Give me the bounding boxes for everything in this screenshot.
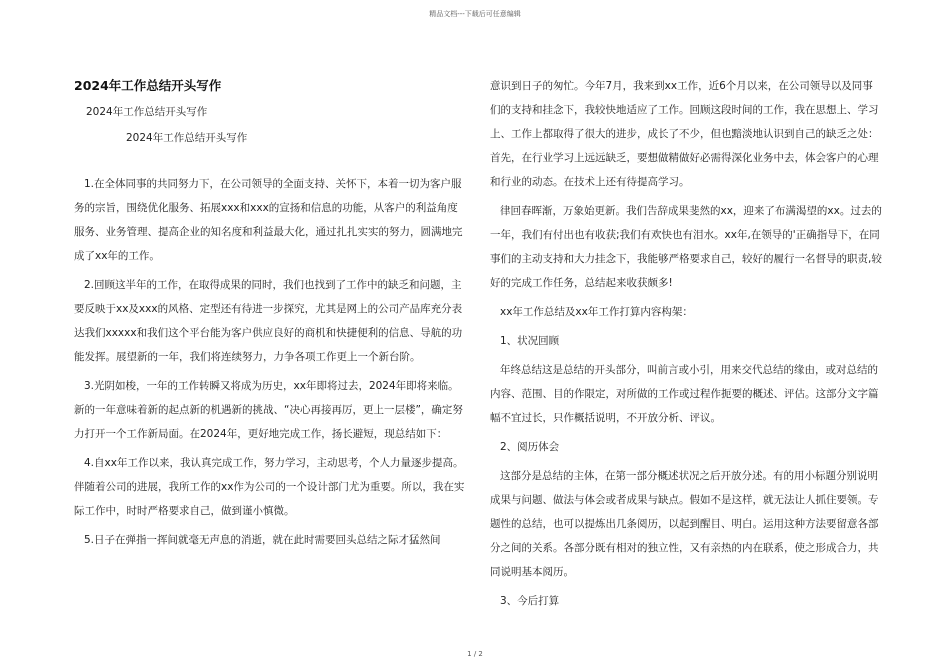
section-heading-1: 1、状况回顾	[500, 335, 560, 347]
right-paragraph-1: 意识到日子的匆忙。今年7月，我来到xx工作，近6个月以来，在公司领导以及同事们的支持和挂念下，我较快地适应了工作。回顾这段时间的工作，我在思想上、学习上、工作上都取得了很大的进步，成长了不少，但也黯淡地认识到自己的缺乏之处：首先，在行业学习上远远缺乏，要想做精做好必需得深化业务中去，体会客户的心理和行业的动态。在技术上还有待提高学习。	[490, 80, 879, 188]
right-paragraph-3: 年终总结这是总结的开头部分，叫前言或小引，用来交代总结的缘由，或对总结的内容、范围、目的作限定，对所做的工作或过程作扼要的概述、评估。这部分文字篇幅不宜过长，只作概括说明，不开放分析、评议。	[490, 364, 879, 424]
header-note: 精品文档---下载后可任意编辑	[429, 10, 521, 18]
paragraph-2: 2.回顾这半年的工作，在取得成果的同时，我们也找到了工作中的缺乏和问题，主要反映于xx及xxx的风格、定型还有待进一步探究，尤其是网上的公司产品库充分表达我们xxxxx和我们这个平台能为客户供应良好的商机和快捷便利的信息、导航的功能发挥。展望新的一年，我们将连续努力，力争各项工作更上一个新台阶。	[74, 279, 463, 363]
section-heading-2: 2、阅历体会	[500, 441, 560, 453]
paragraph-1: 1.在全体同事的共同努力下，在公司领导的全面支持、关怀下，本着一切为客户服务的宗旨，围绕优化服务、拓展xxx和xxx的宣扬和信息的功能，从客户的利益角度服务、业务管理、提高企业的知名度和利益最大化，通过扎扎实实的努力，圆满地完成了xx年的工作。	[74, 178, 463, 262]
paragraph-5: 5.日子在弹指一挥间就毫无声息的消逝，就在此时需要回头总结之际才猛然间	[84, 534, 441, 546]
right-column	[490, 74, 882, 618]
section-heading-3: 3、今后打算	[500, 595, 560, 607]
left-column	[74, 74, 466, 557]
document-title: 2024年工作总结开头写作	[74, 78, 222, 93]
subtitle-2: 2024年工作总结开头写作	[126, 132, 248, 144]
right-paragraph-4: 这部分是总结的主体，在第一部分概述状况之后开放分述。有的用小标题分别说明成果与问题、做法与体会或者成果与缺点。假如不是这样，就无法让人抓住要领。专题性的总结，也可以提炼出几条阅历，以起到醒目、明白。运用这种方法要留意各部分之间的关系。各部分既有相对的独立性，又有亲热的内在联系，使之形成合力，共同说明基本阅历。	[490, 470, 879, 578]
page-number: 1 / 2	[467, 650, 483, 658]
right-paragraph-2: 律回春晖渐，万象始更新。我们告辞成果斐然的xx，迎来了布满渴望的xx。过去的一年，我们有付出也有收获;我们有欢快也有泪水。xx年,在领导的'正确指导下，在同事们的主动支持和大力挂念下，我能够严格要求自己，较好的履行一名督导的职责,较好的完成工作任务，总结起来收获颇多!	[490, 205, 882, 289]
framework-heading: xx年工作总结及xx年工作打算内容构架：	[500, 306, 693, 318]
paragraph-3: 3.光阴如梭，一年的工作转瞬又将成为历史，xx年即将过去，2024年即将来临。新的一年意味着新的起点新的机遇新的挑战、“决心再接再厉，更上一层楼”，确定努力打开一个工作新局面。在2024年，更好地完成工作，扬长避短，现总结如下：	[74, 380, 463, 440]
paragraph-4: 4.自xx年工作以来，我认真完成工作，努力学习，主动思考，个人力量逐步提高。伴随着公司的进展，我所工作的xx作为公司的一个设计部门尤为重要。所以，我在实际工作中，时时严格要求自己，做到谨小慎微。	[74, 457, 465, 517]
subtitle-1: 2024年工作总结开头写作	[86, 106, 208, 118]
